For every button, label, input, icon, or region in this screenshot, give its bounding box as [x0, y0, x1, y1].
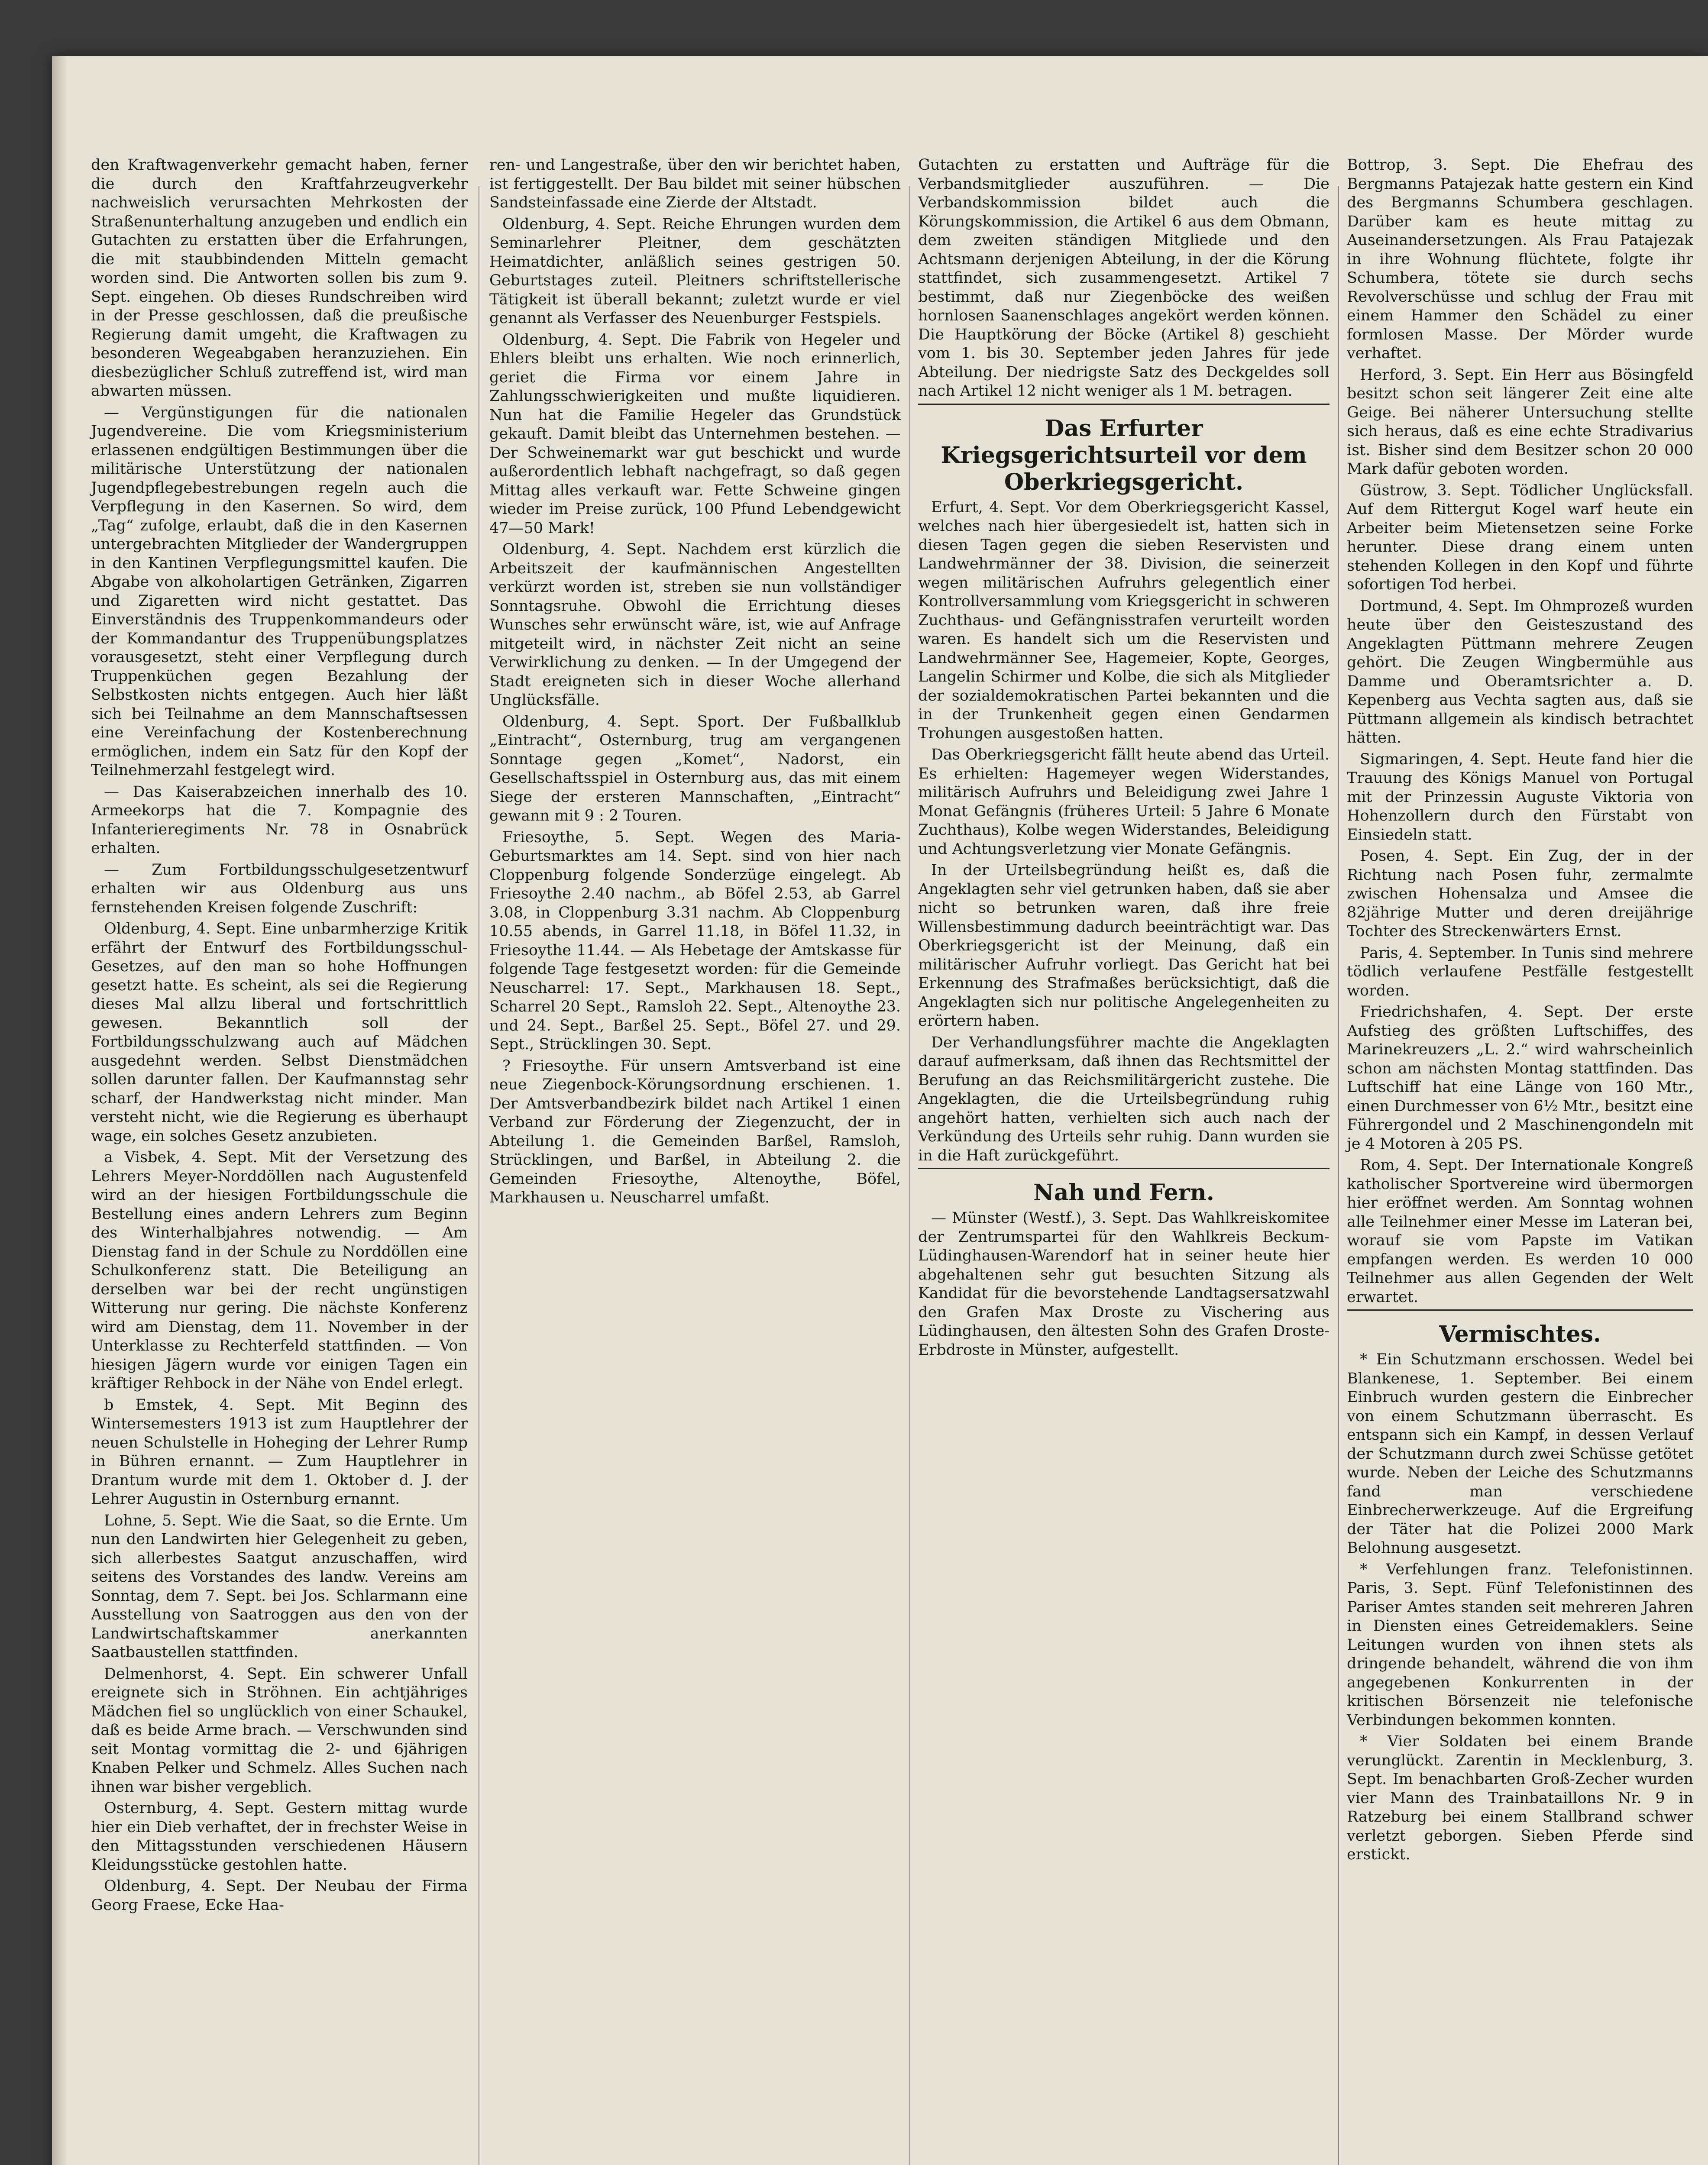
article-paragraph: Oldenburg, 4. Sept. Der Neubau der Firma Georg Fraese, Ecke Haa- — [91, 1877, 468, 1914]
article-paragraph: den Kraftwagenverkehr gemacht haben, ferner die durch den Kraftfahrzeugverkehr nachweislich verursachten Mehrkosten der Straßenunterhaltung anzugeben und endlich ein Gutachten zu erstatten über die Erfahrungen, die mit staubbindenden Mitteln gemacht worden sind. Die Antworten sollen bis zum 9. Sept. eingehen. Ob dieses Rundschreiben wird in der Presse geschlossen, daß die preußische Regierung damit umgeht, die Kraftwagen zu besonderen Wegeabgaben heranzuziehen. Ein diesbezüglicher Schluß zutreffend ist, wird man abwarten müssen. — [91, 156, 468, 400]
article-paragraph: Oldenburg, 4. Sept. Die Fabrik von Hegeler und Ehlers bleibt uns erhalten. Wie noch erinnerlich, geriet die Firma vor einem Jahre in Zahlungsschwierigkeiten und mußte liquidieren. Nun hat die Familie Hegeler das Grundstück gekauft. Damit bleibt das Unternehmen bestehen. — Der Schweinemarkt war gut beschickt und wurde außerordentlich lebhaft nachgefragt, so daß gegen Mittag alles verkauft war. Fette Schweine gingen wieder im Preise zurück, 100 Pfund Lebendgewicht 47—50 Mark! — [489, 331, 901, 537]
column-2 — [489, 156, 901, 1210]
article-paragraph: Erfurt, 4. Sept. Vor dem Oberkriegsgericht Kassel, welches nach hier übergesiedelt ist, hatten sich in diesen Tagen gegen die sieben Reservisten und Landwehrmänner der 38. Division, die seinerzeit wegen militärischen Aufruhrs gelegentlich einer Kontrollversammlung vom Kriegsgericht in schweren Zuchthaus- und Gefängnisstrafen verurteilt worden waren. Es handelt sich um die Reservisten und Landwehrmänner See, Hagemeier, Kopte, Georges, Langelin Schirmer und Kolbe, die sich als Mitglieder der sozialdemokratischen Partei bekannten und die in der Trunkenheit gegen einen Gendarmen Trohungen ausgestoßen hatten. — [918, 498, 1330, 742]
article-paragraph: Delmenhorst, 4. Sept. Ein schwerer Unfall ereignete sich in Ströhnen. Ein achtjähriges Mädchen fiel so unglücklich von einer Schaukel, daß es beide Arme brach. — Verschwunden sind seit Montag vormittag die 2- und 6jährigen Knaben Pelker und Schmelz. Alles Suchen nach ihnen war bisher vergeblich. — [91, 1665, 468, 1796]
article-paragraph: In der Urteilsbegründung heißt es, daß die Angeklagten sehr viel getrunken haben, daß sie aber nicht so betrunken waren, daß ihre freie Willensbestimmung dadurch beeinträchtigt war. Das Oberkriegsgericht ist der Meinung, daß ein militärischer Aufruhr vorliegt. Das Gericht hat bei Erkennung des Strafmaßes berücksichtigt, daß die Angeklagten sich nur politische Angelegenheiten zu erörtern haben. — [918, 862, 1330, 1030]
article-paragraph: Gutachten zu erstatten und Aufträge für die Verbandsmitglieder auszuführen. — Die Verbandskommission bildet auch die Körungskommission, die Artikel 6 aus dem Obmann, dem zweiten ständigen Mitgliede und den Achtsmann derjenigen Abteilung, in der die Körung stattfindet, sich zusammengesetzt. Artikel 7 bestimmt, daß nur Ziegenböcke des weißen hornlosen Saanenschlages angekört werden können. Die Hauptkörung der Böcke (Artikel 8) geschieht vom 1. bis 30. September jeden Jahres für jede Abteilung. Der niedrigste Satz des Deckgeldes soll nach Artikel 12 nicht weniger als 1 M. betragen. — [918, 156, 1330, 400]
article-paragraph: * Verfehlungen franz. Telefonistinnen. Paris, 3. Sept. Fünf Telefonistinnen des Pariser Amtes standen seit mehreren Jahren in Diensten eines Getreidemaklers. Seine Leitungen wurden von ihnen stets als dringende behandelt, während die von ihm angegebenen Konkurrenten in der kritischen Börsenzeit nie telefonische Verbindungen bekommen konnten. — [1347, 1561, 1693, 1729]
article-paragraph: Der Verhandlungsführer machte die Angeklagten darauf aufmerksam, daß ihnen das Rechtsmittel der Berufung an das Reichsmilitärgericht zustehe. Die Angeklagten, die die Urteilsbegründung ruhig angehört hatten, verhielten sich auch nach der Verkündung des Urteils sehr ruhig. Dann wurden sie in die Haft zurückgeführt. — [918, 1034, 1330, 1164]
scan-edge-shadow — [52, 56, 68, 2165]
column-rule — [909, 186, 910, 2165]
article-paragraph: Bottrop, 3. Sept. Die Ehefrau des Bergmanns Patajezak hatte gestern ein Kind des Bergmanns Schumbera geschlagen. Darüber kam es heute mittag zu Auseinandersetzungen. Als Frau Patajezak in ihre Wohnung flüchtete, folgte ihr Schumbera, tötete sie durch sechs Revolverschüsse und schlug der Frau mit einem Hammer den Schädel zu einer formlosen Masse. Der Mörder wurde verhaftet. — [1347, 156, 1693, 362]
article-paragraph: Sigmaringen, 4. Sept. Heute fand hier die Trauung des Königs Manuel von Portugal mit der Prinzessin Auguste Viktoria von Hohenzollern durch den Fürstabt von Einsiedeln statt. — [1347, 750, 1693, 843]
article-paragraph: Lohne, 5. Sept. Wie die Saat, so die Ernte. Um nun den Landwirten hier Gelegenheit zu geben, sich allerbestes Saatgut anzuschaffen, wird seitens des Vorstandes des landw. Vereins am Sonntag, dem 7. Sept. bei Jos. Schlarmann eine Ausstellung von Saatroggen aus den von der Landwirtschaftskammer anerkannten Saatbaustellen stattfinden. — [91, 1512, 468, 1661]
article-paragraph: * Ein Schutzmann erschossen. Wedel bei Blankenese, 1. September. Bei einem Einbruch wurden gestern die Einbrecher von einem Schutzmann überrascht. Es entspann sich ein Kampf, in dessen Verlauf der Schutzmann durch zwei Schüsse getötet wurde. Neben der Leiche des Schutzmanns fand man verschiedene Einbrecherwerkzeuge. Auf die Ergreifung der Täter hat die Polizei 2000 Mark Belohnung ausgesetzt. — [1347, 1351, 1693, 1557]
headline-vermischtes: Vermischtes. — [1347, 1309, 1693, 1348]
article-paragraph: Friesoythe, 5. Sept. Wegen des Maria-Geburtsmarktes am 14. Sept. sind von hier nach Cloppenburg folgende Sonderzüge eingelegt. Ab Friesoythe 2.40 nachm., ab Böfel 2.53, ab Garrel 3.08, in Cloppenburg 3.31 nachm. Ab Cloppenburg 10.55 abends, in Garrel 11.18, in Böfel 11.32, in Friesoythe 11.44. — Als Hebetage der Amtskasse für folgende Tage festgesetzt worden: für die Gemeinde Neuscharrel: 17. Sept., Markhausen 18. Sept., Scharrel 20 Sept., Ramsloh 22. Sept., Altenoythe 23. und 24. Sept., Barßel 25. Sept., Böfel 27. und 29. Sept., Strücklingen 30. Sept. — [489, 828, 901, 1053]
newspaper-page — [52, 56, 1708, 2165]
article-paragraph: Osternburg, 4. Sept. Gestern mittag wurde hier ein Dieb verhaftet, der in frechster Weise in den Mittagsstunden verschiedenen Häusern Kleidungsstücke gestohlen hatte. — [91, 1800, 468, 1874]
article-paragraph: b Emstek, 4. Sept. Mit Beginn des Wintersemesters 1913 ist zum Hauptlehrer der neuen Schulstelle in Hoheging der Lehrer Rump in Bühren ernannt. — Zum Hauptlehrer in Drantum wurde mit dem 1. Oktober d. J. der Lehrer Augustin in Osternburg ernannt. — [91, 1396, 468, 1508]
article-paragraph: ren- und Langestraße, über den wir berichtet haben, ist fertiggestellt. Der Bau bildet mit seiner hübschen Sandsteinfassade eine Zierde der Altstadt. — [489, 156, 901, 211]
column-3 — [918, 156, 1330, 1362]
article-paragraph: Oldenburg, 4. Sept. Eine unbarmherzige Kritik erfährt der Entwurf des Fortbildungsschul-Gesetzes, auf den man so hohe Hoffnungen gesetzt hatte. Es scheint, als sei die Regierung dieses Mal allzu liberal und fortschrittlich gewesen. Bekanntlich soll der Fortbildungsschulzwang auch auf Mädchen ausgedehnt werden. Selbst Dienstmädchen sollen darunter fallen. Der Kaufmannstag sehr scharf, der Handwerkstag nicht minder. Man versteht nicht, wie die Regierung es überhaupt wage, ein solches Gesetz anzubieten. — [91, 920, 468, 1145]
article-paragraph: a Visbek, 4. Sept. Mit der Versetzung des Lehrers Meyer-Norddöllen nach Augustenfeld wird an der hiesigen Fortbildungsschule die Bestellung eines andern Lehrers zum Beginn des Winterhalbjahres notwendig. — Am Dienstag fand in der Schule zu Norddöllen eine Schulkonferenz statt. Die Beteiligung an derselben war bei der recht ungünstigen Witterung nur gering. Die nächste Konferenz wird am Dienstag, dem 11. November in der Unterklasse zu Rechterfeld stattfinden. — Von hiesigen Jägern wurde vor einigen Tagen ein kräftiger Rehbock in der Nähe von Endel erlegt. — [91, 1149, 468, 1392]
article-paragraph: — Vergünstigungen für die nationalen Jugendvereine. Die vom Kriegsministerium erlassenen endgültigen Bestimmungen über die militärische Unterstützung der nationalen Jugendpflegebestrebungen regeln auch die Verpflegung in den Kasernen. So wird, dem „Tag“ zufolge, erlaubt, daß die in den Kasernen untergebrachten Mitglieder der Wandergruppen in den Kantinen Verpflegungsmittel kaufen. Die Abgabe von alkoholartigen Getränken, Zigarren und Zigaretten wird nicht gestattet. Das Einverständnis des Truppenkommandeurs oder der Kommandantur des Truppenübungsplatzes vorausgesetzt, steht einer Verpflegung durch Truppenküchen gegen Bezahlung der Selbstkosten nichts entgegen. Auch hier läßt sich bei Teilnahme an dem Mannschaftsessen eine Vereinfachung der Kostenberechnung ermöglichen, indem ein Satz für den Kopf der Teilnehmerzahl festgelegt wird. — [91, 404, 468, 779]
article-paragraph: ? Friesoythe. Für unsern Amtsverband ist eine neue Ziegenbock-Körungsordnung erschienen. 1. Der Amtsverbandbezirk bildet nach Artikel 1 einen Verband zur Förderung der Ziegenzucht, der in Abteilung 1. die Gemeinden Barßel, Ramsloh, Strücklingen, und Barßel, in Abteilung 2. die Gemeinden Friesoythe, Altenoythe, Böfel, Markhausen u. Neuscharrel umfaßt. — [489, 1057, 901, 1206]
article-paragraph: Güstrow, 3. Sept. Tödlicher Unglücksfall. Auf dem Rittergut Kogel warf heute ein Arbeiter beim Mietensetzen seine Forke herunter. Diese drang einem unten stehenden Kollegen in den Kopf und führte sofortigen Tod herbei. — [1347, 481, 1693, 593]
column-1 — [91, 156, 468, 1917]
article-paragraph: Dortmund, 4. Sept. Im Ohmprozeß wurden heute über den Geisteszustand des Angeklagten Püttmann mehrere Zeugen gehört. Die Zeugen Wingbermühle aus Damme und Oberamtsrichter a. D. Kepenberg aus Vechta sagten aus, daß sie Püttmann allgemein als kindisch betrachtet hätten. — [1347, 597, 1693, 746]
article-paragraph: Oldenburg, 4. Sept. Nachdem erst kürzlich die Arbeitszeit der kaufmännischen Angestellten verkürzt worden ist, streben sie nun vollständiger Sonntagsruhe. Obwohl die Errichtung dieses Wunsches sehr erwünscht wäre, ist, wie auf Anfrage mitgeteilt wird, in nächster Zeit nicht an seine Verwirklichung zu denken. — In der Umgegend der Stadt ereigneten sich in dieser Woche allerhand Unglücksfälle. — [489, 541, 901, 709]
article-paragraph: Paris, 4. September. In Tunis sind mehrere tödlich verlaufene Pestfälle festgestellt worden. — [1347, 944, 1693, 999]
article-paragraph: Posen, 4. Sept. Ein Zug, der in der Richtung nach Posen fuhr, zermalmte zwischen Hohensalza und Amsee die 82jährige Mutter und deren dreijährige Tochter des Streckenwärters Ernst. — [1347, 847, 1693, 940]
article-paragraph: Oldenburg, 4. Sept. Reiche Ehrungen wurden dem Seminarlehrer Pleitner, dem geschätzten Heimatdichter, anläßlich seines gestrigen 50. Geburtstages zuteil. Pleitners schriftstellerische Tätigkeit ist überall bekannt; zuletzt wurde er viel genannt als Verfasser des Neuenburger Festspiels. — [489, 215, 901, 327]
column-4 — [1347, 156, 1693, 1867]
column-rule — [1338, 186, 1339, 2165]
article-paragraph: — Zum Fortbildungsschulgesetzentwurf erhalten wir aus Oldenburg aus uns fernstehenden Kreisen folgende Zuschrift: — [91, 861, 468, 916]
headline-nah-und-fern: Nah und Fern. — [918, 1168, 1330, 1206]
article-paragraph: * Vier Soldaten bei einem Brande verunglückt. Zarentin in Mecklenburg, 3. Sept. Im benachbarten Groß-Zecher wurden vier Mann des Trainbataillons Nr. 9 in Ratzeburg bei einem Stallbrand schwer verletzt geborgen. Sieben Pferde sind erstickt. — [1347, 1733, 1693, 1863]
article-paragraph: Rom, 4. Sept. Der Internationale Kongreß katholischer Sportvereine wird übermorgen hier eröffnet werden. Am Sonntag wohnen alle Teilnehmer einer Messe im Lateran bei, worauf sie vom Papste im Vatikan empfangen werden. Es werden 10 000 Teilnehmer aus allen Gegenden der Welt erwartet. — [1347, 1157, 1693, 1306]
article-paragraph: Oldenburg, 4. Sept. Sport. Der Fußballklub „Eintracht“, Osternburg, trug am vergangenen Sonntage gegen „Komet“, Nadorst, ein Gesellschaftsspiel in Osternburg aus, das mit einem Siege der ersteren Mannschaften, „Eintracht“ gewann mit 9 : 2 Touren. — [489, 713, 901, 824]
article-paragraph: Das Oberkriegsgericht fällt heute abend das Urteil. Es erhielten: Hagemeyer wegen Widerstandes, militärisch Aufruhrs und Beleidigung zwei Jahre 1 Monat Gefängnis (früheres Urteil: 5 Jahre 6 Monate Zuchthaus), Kolbe wegen Widerstandes, Beleidigung und Achtungsverletzung vier Monate Gefängnis. — [918, 746, 1330, 858]
article-paragraph: Friedrichshafen, 4. Sept. Der erste Aufstieg des größten Luftschiffes, des Marinekreuzers „L. 2.“ wird wahrscheinlich schon am nächsten Montag stattfinden. Das Luftschiff hat eine Länge von 160 Mtr., einen Durchmesser von 6½ Mtr., besitzt eine Führergondel und 2 Maschinengondeln mit je 4 Motoren à 205 PS. — [1347, 1003, 1693, 1153]
article-paragraph: Herford, 3. Sept. Ein Herr aus Bösingfeld besitzt schon seit längerer Zeit eine alte Geige. Bei näherer Untersuchung stellte sich heraus, daß es eine echte Stradivarius ist. Bisher sind dem Besitzer schon 20 000 Mark dafür geboten worden. — [1347, 366, 1693, 478]
headline-kriegsgericht: Das Erfurter Kriegsgerichtsurteil vor dem Oberkriegsgericht. — [918, 404, 1330, 496]
article-paragraph: — Das Kaiserabzeichen innerhalb des 10. Armeekorps hat die 7. Kompagnie des Infanterieregiments Nr. 78 in Osnabrück erhalten. — [91, 783, 468, 857]
article-paragraph: — Münster (Westf.), 3. Sept. Das Wahlkreiskomitee der Zentrumspartei für den Wahlkreis Beckum-Lüdinghausen-Warendorf hat in seiner heute hier abgehaltenen sehr gut besuchten Sitzung als Kandidat für die bevorstehende Landtagsersatzwahl den Grafen Max Droste zu Vischering aus Lüdinghausen, den ältesten Sohn des Grafen Droste-Erbdroste in Münster, aufgestellt. — [918, 1209, 1330, 1359]
